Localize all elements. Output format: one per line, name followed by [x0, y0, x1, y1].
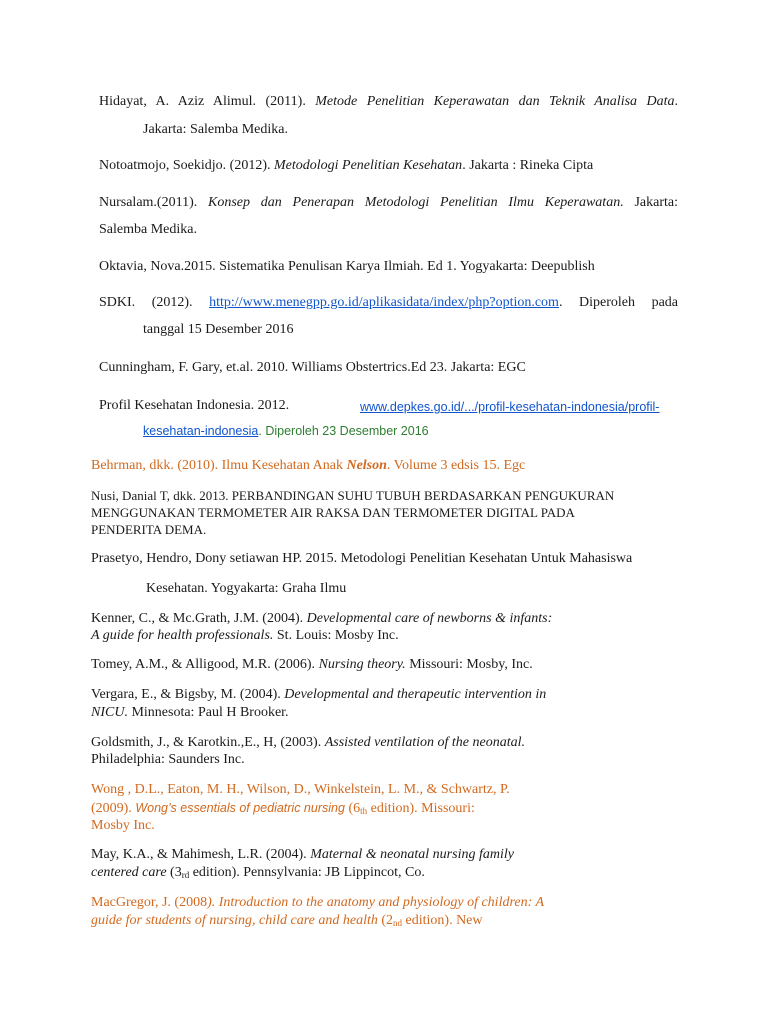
- reference-line: SDKI. (2012). http://www.menegpp.go.id/aplikasidata/index/php?option.com. Diperoleh pada: [99, 295, 678, 310]
- reference-line: May, K.A., & Mahimesh, L.R. (2004). Maternal & neonatal nursing family: [91, 847, 514, 862]
- book-title: Assisted ventilation of the neonatal.: [324, 735, 525, 750]
- reference-line: tanggal 15 Desember 2016: [143, 322, 294, 337]
- book-title: Metodologi Penelitian Kesehatan: [274, 158, 463, 173]
- reference-link-continued[interactable]: kesehatan-indonesia: [143, 424, 259, 438]
- reference-line: Kesehatan. Yogyakarta: Graha Ilmu: [146, 581, 347, 596]
- reference-line: Behrman, dkk. (2010). Ilmu Kesehatan Anak Nelson. Volume 3 edsis 15. Egc: [91, 458, 526, 473]
- reference-line: Nursalam.(2011). Konsep dan Penerapan Metodologi Penelitian Ilmu Keperawatan. Jakarta:: [99, 195, 678, 210]
- reference-line: Tomey, A.M., & Alligood, M.R. (2006). Nursing theory. Missouri: Mosby, Inc.: [91, 657, 533, 672]
- book-title-continued: centered care: [91, 865, 167, 880]
- reference-line: Wong , D.L., Eaton, M. H., Wilson, D., Winkelstein, L. M., & Schwartz, P.: [91, 782, 510, 797]
- book-title: Nelson: [346, 458, 387, 473]
- book-title: Metode Penelitian Keperawatan dan Teknik Analisa Data: [315, 94, 675, 109]
- reference-line: Goldsmith, J., & Karotkin.,E., H, (2003). Assisted ventilation of the neonatal.: [91, 735, 525, 750]
- access-date: . Diperoleh 23 Desember 2016: [258, 424, 429, 438]
- reference-line: Mosby Inc.: [91, 818, 155, 833]
- reference-line: Salemba Medika.: [99, 222, 197, 237]
- reference-line: Oktavia, Nova.2015. Sistematika Penulisan Karya Ilmiah. Ed 1. Yogyakarta: Deepublish: [99, 259, 595, 274]
- book-title-continued: guide for students of nursing, child care and health: [91, 913, 378, 928]
- book-title: Konsep dan Penerapan Metodologi Penelitian Ilmu Keperawatan.: [208, 195, 624, 210]
- book-title: ). Introduction to the anatomy and physiology of children: A: [207, 895, 545, 910]
- reference-line: PENDERITA DEMA.: [91, 522, 207, 537]
- reference-line: Notoatmojo, Soekidjo. (2012). Metodologi Penelitian Kesehatan. Jakarta : Rineka Cipta: [99, 158, 594, 173]
- reference-line: MENGGUNAKAN TERMOMETER AIR RAKSA DAN TERMOMETER DIGITAL PADA: [91, 505, 575, 520]
- reference-link[interactable]: www.depkes.go.id/.../profil-kesehatan-indonesia/profil-: [360, 400, 660, 414]
- reference-line: centered care ($3_{rd}$ edition). Pennsylvania: JB Lippincot, Co.: [91, 865, 425, 880]
- reference-line: Profil Kesehatan Indonesia. 2012.: [99, 398, 290, 413]
- book-title-continued: NICU.: [91, 705, 128, 720]
- book-title: Nursing theory.: [318, 657, 406, 672]
- reference-line: Kenner, C., & Mc.Grath, J.M. (2004). Developmental care of newborns & infants:: [91, 611, 553, 626]
- reference-line: MacGregor, J. (2008). Introduction to the anatomy and physiology of children: A: [91, 895, 545, 910]
- book-title: Developmental care of newborns & infants:: [306, 611, 553, 626]
- book-title-continued: A guide for health professionals.: [91, 628, 274, 643]
- reference-link[interactable]: http://www.menegpp.go.id/aplikasidata/index/php?option.com: [209, 295, 559, 310]
- book-title: Maternal & neonatal nursing family: [310, 847, 514, 862]
- reference-line: guide for students of nursing, child care and health ($2_{nd}$ edition). New: [91, 913, 483, 928]
- reference-line: Prasetyo, Hendro, Dony setiawan HP. 2015. Metodologi Penelitian Kesehatan Untuk Mahasiswa: [91, 551, 633, 566]
- reference-line: Jakarta: Salemba Medika.: [143, 122, 289, 137]
- reference-line: Hidayat, A. Aziz Alimul. (2011). Metode Penelitian Keperawatan dan Teknik Analisa Data.: [99, 94, 678, 109]
- reference-line: Vergara, E., & Bigsby, M. (2004). Developmental and therapeutic intervention in: [91, 687, 547, 702]
- reference-line: Nusi, Danial T, dkk. 2013. PERBANDINGAN SUHU TUBUH BERDASARKAN PENGUKURAN: [91, 488, 615, 503]
- book-title: Wong’s essentials of pediatric nursing: [135, 801, 345, 815]
- reference-line: A guide for health professionals. St. Louis: Mosby Inc.: [91, 628, 399, 643]
- reference-line: NICU. Minnesota: Paul H Brooker.: [91, 705, 289, 720]
- reference-line: Cunningham, F. Gary, et.al. 2010. Williams Obstertrics.Ed 23. Jakarta: EGC: [99, 360, 526, 375]
- reference-line: Philadelphia: Saunders Inc.: [91, 752, 245, 767]
- book-title: Developmental and therapeutic intervention in: [284, 687, 547, 702]
- reference-line: (2009). Wong’s essentials of pediatric nursing ($6_{th}$ edition). Missouri:: [91, 801, 475, 816]
